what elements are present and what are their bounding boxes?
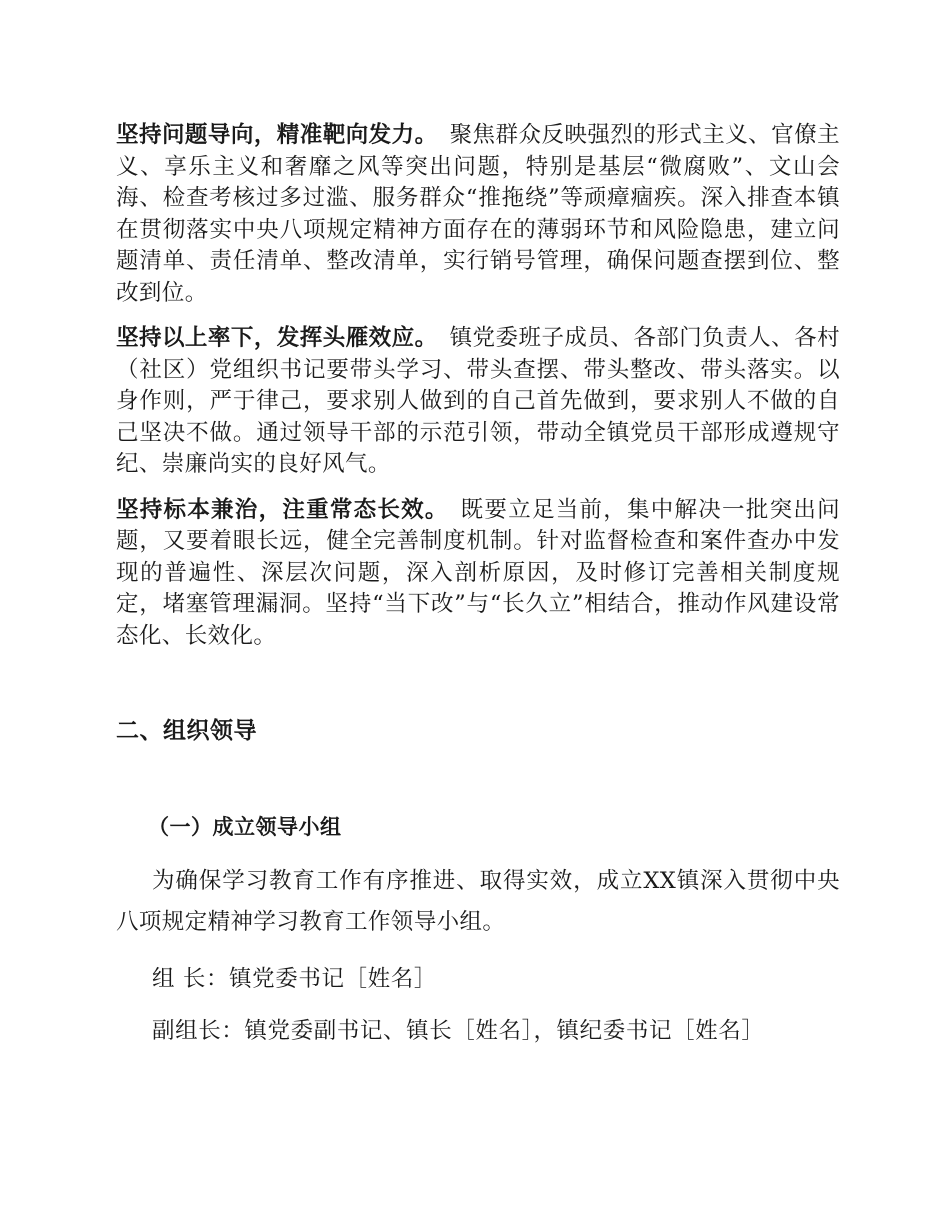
group-leader-line: 组 长：镇党委书记［姓名］ [152, 966, 437, 992]
principle-lead-1: 坚持问题导向，精准靶向发力。 [116, 122, 438, 148]
principle-lead-2: 坚持以上率下，发挥头雁效应。 [116, 325, 438, 351]
section-heading-organization: 二、组织领导 [116, 718, 257, 744]
principle-paragraph-2 [116, 323, 840, 481]
document-page [116, 120, 840, 1047]
principle-paragraph-1 [116, 120, 840, 309]
leading-group-intro: 为确保学习教育工作有序推进、取得实效，成立XX镇深入贯彻中央八项规定精神学习教育工作领导小组。 [116, 868, 840, 935]
principle-text-2: 镇党委班子成员、各部门负责人、各村（社区）党组织书记要带头学习、带头查摆、带头整改、带头落实。以身作则，严于律己，要求别人做到的自己首先做到，要求别人不做的自己坚决不做。通过领导干部的示范引领，带动全镇党员干部形成遵规守纪、崇廉尚实的良好风气。 [116, 325, 840, 477]
principle-lead-3: 坚持标本兼治，注重常态长效。 [116, 496, 449, 523]
principle-paragraph-3 [116, 495, 840, 653]
principle-text-1: 聚焦群众反映强烈的形式主义、官僚主义、享乐主义和奢靡之风等突出问题，特别是基层“微腐败”、文山会海、检查考核过多过滥、服务群众“推拖绕”等顽瘴痼疾。深入排查本镇在贯彻落实中央八项规定精神方面存在的薄弱环节和风险隐患，建立问题清单、责任清单、整改清单，实行销号管理，确保问题查摆到位、整改到位。 [116, 122, 840, 306]
deputy-leader-line: 副组长：镇党委副书记、镇长［姓名］，镇纪委书记［姓名］ [152, 1018, 765, 1044]
subsection-heading-leading-group: （一）成立领导小组 [148, 815, 342, 839]
principle-text-3: 既要立足当前，集中解决一批突出问题，又要着眼长远，健全完善制度机制。针对监督检查和案件查办中发现的普遍性、深层次问题，深入剖析原因，及时修订完善相关制度规定，堵塞管理漏洞。坚持“当下改”与“长久立”相结合，推动作风建设常态化、长效化。 [116, 496, 840, 649]
